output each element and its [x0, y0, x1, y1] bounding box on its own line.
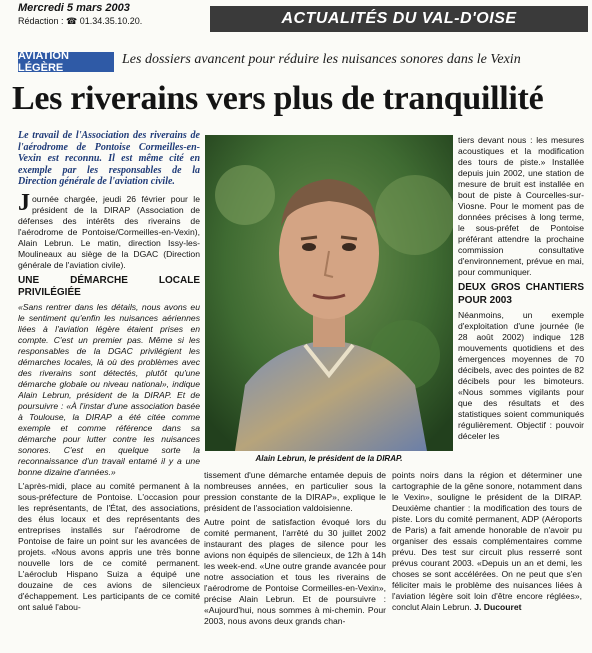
drop-cap: J — [18, 189, 30, 216]
paragraph: «Sans rentrer dans les détails, nous avons eu le sentiment qu'enfin les nuisances aériennes liées à l'aviation légère étaient prises en compte. C'est un premier pas. Même si les responsables de la DGAC privilégient les démarches locales, là où des problèmes avec des riverains sont détectés, plutôt qu'une démarche globale ou niveau national», indique Alain Lebrun, président de la DIRAP. Et de poursuivre : «À l'instar d'une association basée à Toulouse, la DIRAP a été citée comme exemple et comme référence dans sa démarche pour lutter contre les nuisances sonores. C'est en quelque sorte la reconnaissance d'un travail entamé il y a une bonne dizaine d'années.» — [18, 302, 200, 478]
paragraph: tiers devant nous : les mesures acoustiques et la modification des tours de piste.» Installée depuis juin 2002, une station de mesure de bruit est installée en bout de piste à Courcelles-sur-Viosne. Pour le moment pas de données précises à long terme, le sous-préfet de Pontoise préférant attendre la prochaine commission consultative d'environnement, prévue en mai, pour communiquer. — [458, 135, 584, 277]
paragraph-text: ournée chargée, jeudi 26 février pour le président de la DIRAP (Association de défenses des intérêts des riverains de l'aérodrome de Pontoise/Cormeilles-en-Vexin), Alain Lebrun. Le matin, direction Issy-les-Moulineaux au siège de la DGAC (Direction générale de l'aviation civile). — [18, 193, 200, 270]
edition-date: Mercredi 5 mars 2003 — [18, 2, 130, 14]
portrait-photo — [205, 135, 453, 451]
paragraph-text: points noirs dans la région et déterminer une cartographie de la gêne sonore, notamment dans le Vexin», souligne le président de la DIRAP. Deuxième chantier : la modification des tours de piste. Lors du comité permanent, ADP (Aéroports de Paris) a fait amende honorable de n'avoir pu organiser des essais complémentaires comme prévu. Des test sur circuit plus resserré sont prévus courant 2003. «Depuis un an et demi, les choses se sont accélérées. On ne peut que s'en féliciter mais le problème des nuisances liées à l'aviation légère soit loin d'être encore réglées», conclut Alain Lebrun. — [392, 470, 582, 612]
subheadline: Les dossiers avancent pour réduire les nuisances sonores dans le Vexin — [122, 52, 521, 67]
section-banner: ACTUALITÉS DU VAL-D'OISE — [210, 6, 588, 32]
kicker-badge: AVIATION LÉGÈRE — [18, 52, 114, 72]
paragraph — [392, 470, 582, 613]
intertitle: UNE DÉMARCHE LOCALE PRIVILÉGIÉE — [18, 274, 200, 299]
column-2 — [204, 470, 386, 650]
paragraph: tissement d'une démarche entamée depuis de nombreuses années, en particulier sous la pression constante de la DIRAP», explique le président de l'association valdoisienne. — [204, 470, 386, 513]
portrait-illustration — [205, 135, 453, 451]
intertitle: DEUX GROS CHANTIERS POUR 2003 — [458, 282, 584, 306]
paragraph: Autre point de satisfaction évoqué lors du comité permanent, l'arrêté du 30 juillet 2002 instaurant des plages de silence pour les avions non équipés de silencieux, de 12h à 14h les week-end. «Une outre grande avancée pour notre association et tous les riverains de l'aérodrome de Pontoise Cormeilles-en-Vexin», précise Alain Lebrun. Et de poursuivre : «Aujourd'hui, nous sommes à mi-chemin. Pour 2003, nous avons deux grands chan- — [204, 517, 386, 626]
author-signature: J. Ducouret — [474, 602, 522, 612]
headline: Les riverains vers plus de tranquillité — [12, 80, 544, 117]
paragraph: L'après-midi, place au comité permanent à la sous-préfecture de Pontoise. L'occasion pour les représentants, de l'État, des associations, des élus locaux et des représentants des entreprises installés sur l'aérodrome de Pontoise de faire un point sur les avancées de projets. «Nous avons appris une très bonne nouvelle lors de ce comité permanent. L'aéroclub Hispano Suiza a équipé une douzaine de ces avions de silencieux d'échappement. Les participants de ce comité ont salué l'abou- — [18, 481, 200, 613]
redaction-phone: Rédaction : ☎ 01.34.35.10.20. — [18, 16, 143, 26]
lead-paragraph: Le travail de l'Association des riverains de l'aérodrome de Pontoise Cormeilles-en-Vexin est reconnu. Il est même cité en exemple par les responsables de la Direction générale de l'aviation civile. — [18, 130, 200, 187]
column-3-top — [458, 135, 584, 455]
photo-caption: Alain Lebrun, le président de la DIRAP. — [255, 454, 403, 463]
paragraph: Néanmoins, un exemple d'exploitation d'une journée (le 28 août 2002) indique 128 mouvements quotidiens et des émergences moyennes de 70 décibels, avec des pointes de 82 décibels pour les bimoteurs. «Nous sommes vigilants pour que des résultats et des statistiques soient communiqués régulièrement. Objectif : pouvoir déceler les — [458, 309, 584, 441]
paragraph — [18, 189, 200, 271]
column-3 — [392, 470, 582, 650]
column-1 — [18, 130, 200, 650]
